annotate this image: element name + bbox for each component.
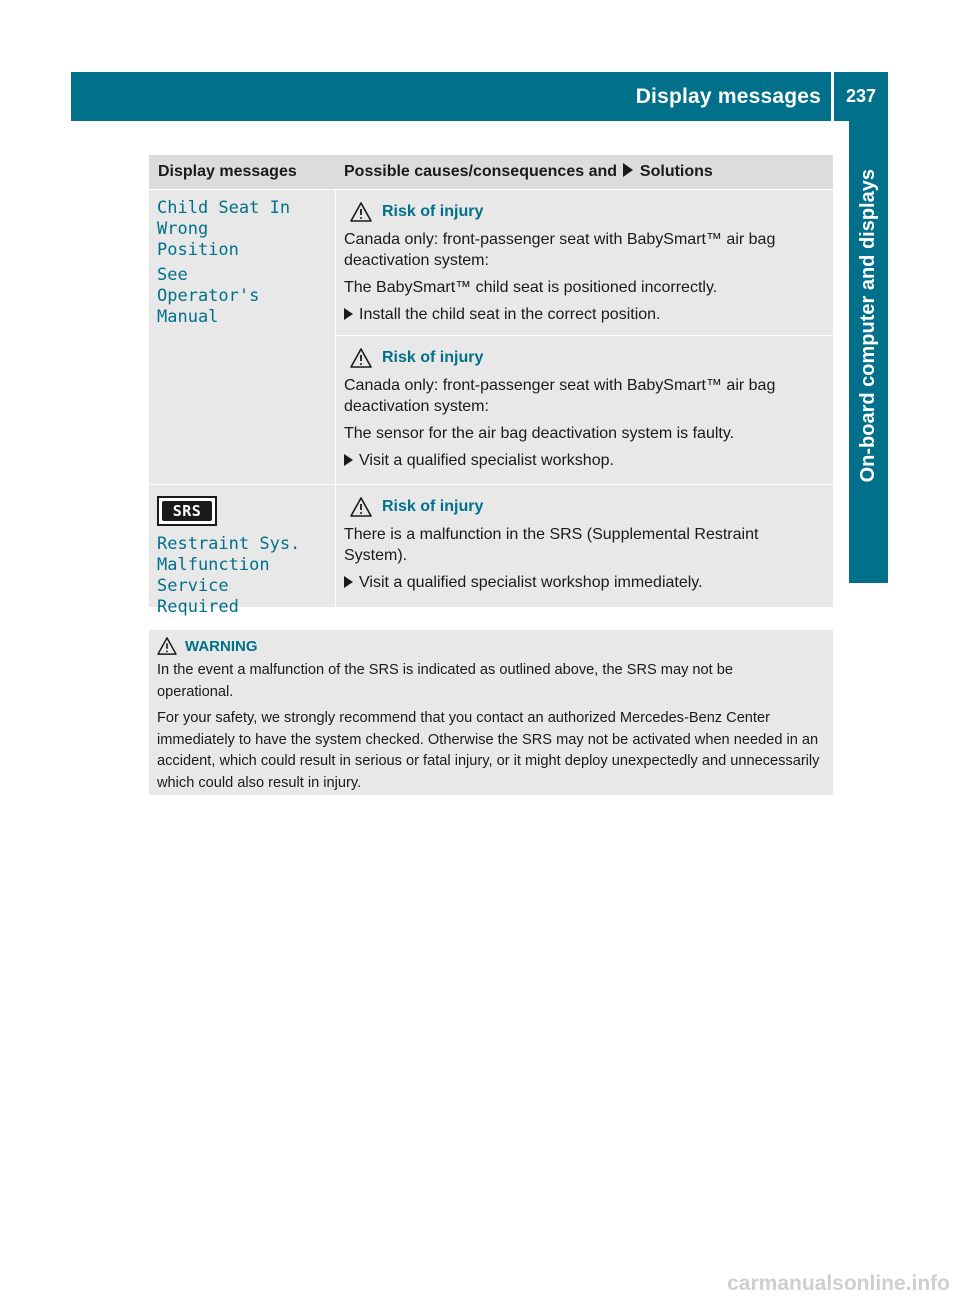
warning-paragraph: For your safety, we strongly recommend that you contact an authorized Mercedes-Benz Center immediately to have the system checked. Otherwise the SRS may not be activated when needed in an accident, which could result in serious or fatal injury, or it might deploy unexpectedly and unnecessarily which could also result in injury.: [157, 710, 820, 791]
warning-box: [149, 630, 833, 795]
column-header-causes: Possible causes/consequences and: [344, 163, 618, 180]
action-text: Visit a qualified specialist workshop immediately.: [359, 574, 703, 591]
side-tab-marker: [849, 531, 888, 583]
header-divider: [831, 72, 834, 121]
solutions-cell: [336, 190, 833, 484]
table-header: [149, 155, 833, 189]
display-message-text: Child Seat In Wrong Position: [157, 198, 291, 260]
risk-label: Risk of injury: [382, 203, 484, 220]
display-message-cell: [149, 485, 336, 617]
action-item: [344, 450, 825, 471]
action-text: Visit a qualified specialist workshop.: [359, 452, 614, 469]
arrow-right-icon: [344, 308, 353, 320]
arrow-right-icon: [623, 163, 633, 177]
header-title: Display messages: [635, 85, 821, 108]
risk-label: Risk of injury: [382, 349, 484, 366]
cause-text: There is a malfunction in the SRS (Supplemental Restraint System).: [344, 526, 759, 564]
cause-text: The BabySmart™ child seat is positioned incorrectly.: [344, 279, 718, 296]
column-header-messages: Display messages: [158, 163, 297, 180]
warning-triangle-icon: [157, 637, 177, 655]
warning-triangle-icon: [350, 348, 372, 368]
column-header-solutions-label: Solutions: [639, 163, 713, 180]
display-message-text: Restraint Sys. Malfunction Service Required: [157, 534, 301, 617]
side-tab-label-wrap: [849, 121, 888, 531]
display-message-text: See Operator's Manual: [157, 265, 260, 327]
column-header-solutions: [336, 155, 833, 189]
warning-heading: [157, 635, 825, 657]
arrow-right-icon: [344, 576, 353, 588]
page-number: 237: [845, 86, 877, 106]
risk-label: Risk of injury: [382, 498, 484, 515]
srs-icon-label: SRS: [162, 501, 212, 521]
risk-heading: [344, 199, 825, 225]
action-text: Install the child seat in the correct position.: [359, 306, 661, 323]
warning-paragraph: In the event a malfunction of the SRS is indicated as outlined above, the SRS may not be operational.: [157, 662, 733, 700]
warning-title: WARNING: [185, 637, 258, 655]
warning-triangle-icon: [350, 497, 372, 517]
watermark: carmanualsonline.info: [727, 1272, 950, 1295]
risk-heading: [344, 494, 825, 520]
warning-triangle-icon: [350, 202, 372, 222]
risk-heading: [344, 345, 825, 371]
cause-text: Canada only: front-passenger seat with BabySmart™ air bag deactivation system:: [344, 231, 776, 269]
table-row: [149, 484, 833, 617]
solutions-cell: [336, 485, 833, 607]
solution-entry: [336, 190, 833, 335]
arrow-right-icon: [344, 454, 353, 466]
display-message-cell: [149, 190, 336, 484]
solution-entry: [336, 485, 833, 607]
cause-text: The sensor for the air bag deactivation system is faulty.: [344, 425, 735, 442]
srs-warning-icon: [157, 496, 217, 526]
cause-text: Canada only: front-passenger seat with BabySmart™ air bag deactivation system:: [344, 377, 776, 415]
display-messages-table: [149, 155, 833, 617]
solution-entry: [336, 335, 833, 484]
side-tab-label: On-board computer and displays: [857, 169, 879, 483]
page-header: [71, 72, 888, 121]
action-item: [344, 304, 825, 325]
action-item: [344, 572, 825, 593]
table-row: [149, 189, 833, 484]
